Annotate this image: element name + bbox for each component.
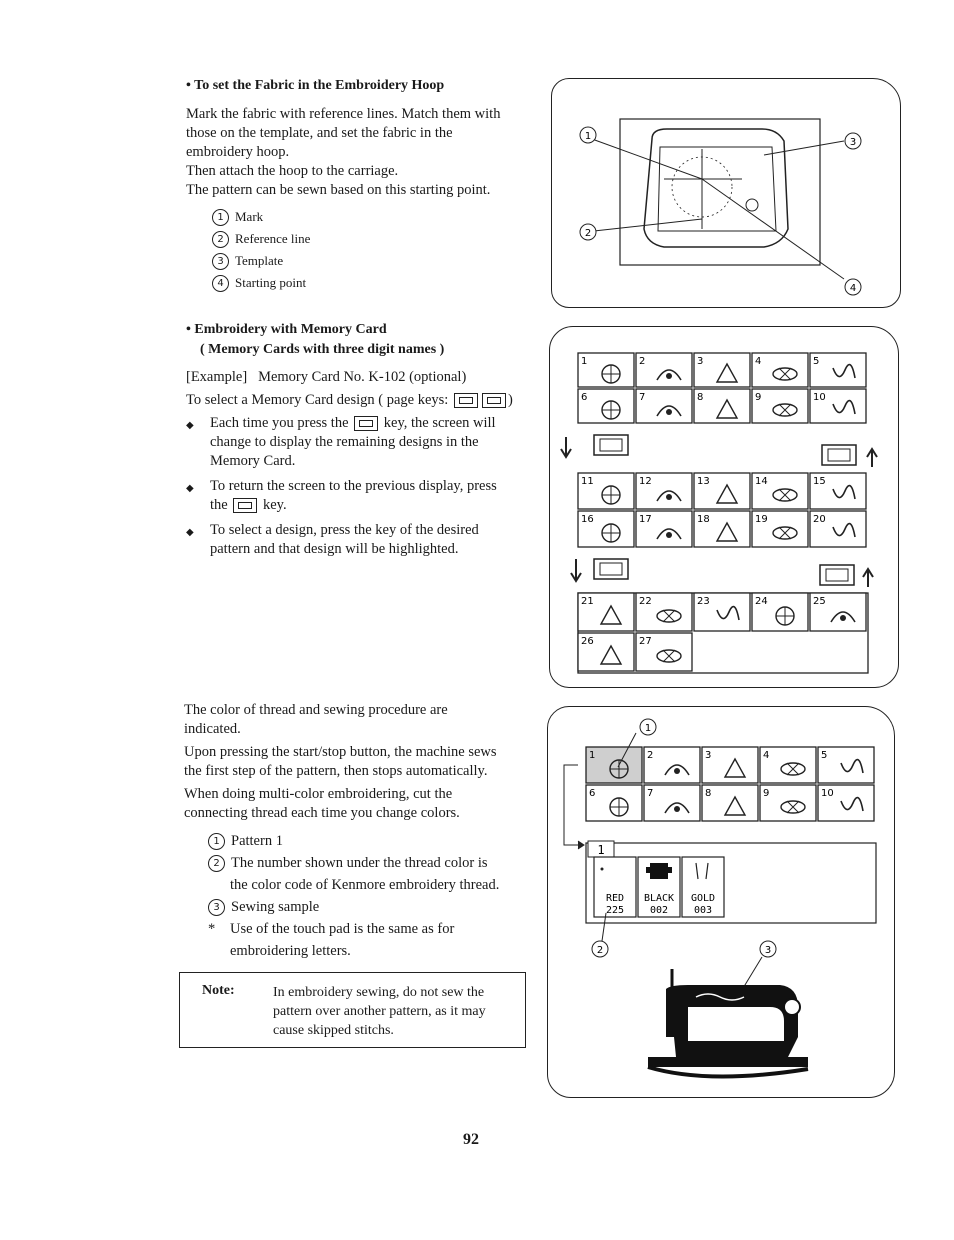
pattern-key xyxy=(636,353,692,387)
thread-color-name: RED xyxy=(605,893,625,904)
callout-number: 4 xyxy=(849,283,857,294)
pattern-key-number: 1 xyxy=(589,750,596,761)
legend-item xyxy=(212,206,310,228)
pattern-key-number: 24 xyxy=(755,596,768,607)
embroidery-design-icon xyxy=(602,486,620,504)
text-line: The pattern can be sewn based on this starting point. xyxy=(186,182,491,198)
thread-color-list xyxy=(594,857,724,917)
page-number: 92 xyxy=(463,1131,479,1148)
callout-number: 3 xyxy=(212,253,229,270)
embroidery-design-icon xyxy=(602,365,620,383)
section-subheading: ( Memory Cards with three digit names ) xyxy=(200,342,445,357)
callout-1 xyxy=(640,719,656,735)
pattern-key-number: 20 xyxy=(813,514,826,525)
pattern-key-number: 2 xyxy=(647,750,654,761)
note-box xyxy=(179,972,526,1048)
text-line: Upon pressing the start/stop button, the machine sews xyxy=(184,744,497,760)
text-line: indicated. xyxy=(184,721,241,737)
callout-1 xyxy=(580,127,596,143)
text-line: embroidering letters. xyxy=(230,943,351,959)
page-back-key-icon xyxy=(822,445,877,467)
pattern-key xyxy=(752,389,808,423)
text-line: The color of thread and sewing procedure are xyxy=(184,702,448,718)
note-text xyxy=(273,983,523,1040)
pattern-key-number: 7 xyxy=(639,392,646,403)
thread-color-name: BLACK xyxy=(643,893,675,904)
screen-page-1 xyxy=(578,353,866,423)
pattern-key xyxy=(586,785,642,821)
text-line: Use of the touch pad is the same as for xyxy=(230,921,455,937)
text-line: cause skipped stitchs. xyxy=(273,1023,394,1038)
pattern-key xyxy=(810,473,866,509)
thread-color-code: 225 xyxy=(605,905,625,916)
embroidery-design-icon xyxy=(602,524,620,542)
text-line: connecting thread each time you change colors. xyxy=(184,805,460,821)
legend-label: The number shown under the thread color is xyxy=(231,855,488,871)
page-forward-key-icon xyxy=(454,393,478,408)
pattern-key xyxy=(810,389,866,423)
pattern-key xyxy=(636,389,692,423)
starting-point-mark xyxy=(746,199,758,211)
text-line: To return the screen to the previous display, press xyxy=(210,478,497,494)
callout-number: 1 xyxy=(208,833,225,850)
connector-line xyxy=(564,765,582,845)
callout-4 xyxy=(845,279,861,295)
pattern-key-number: 7 xyxy=(647,788,654,799)
pattern-key-number: 21 xyxy=(581,596,594,607)
pattern-key xyxy=(578,511,634,547)
text-line: Then attach the hoop to the carriage. xyxy=(186,163,399,179)
leader-line xyxy=(594,219,702,231)
pattern-key-number: 9 xyxy=(763,788,770,799)
sewing-machine-sample-icon xyxy=(648,969,808,1077)
pattern-key xyxy=(702,747,758,783)
diamond-bullet-icon: ◆ xyxy=(186,420,194,431)
pattern-key xyxy=(810,511,866,547)
legend-label: Mark xyxy=(235,209,264,224)
pattern-key xyxy=(752,473,808,509)
legend-item xyxy=(208,830,538,852)
callout-number: 2 xyxy=(584,228,592,239)
embroidery-design-icon xyxy=(602,401,620,419)
legend-item xyxy=(208,896,538,918)
callout-number: 3 xyxy=(849,137,857,148)
section-heading-memory-card: • Embroidery with Memory Card xyxy=(186,322,387,337)
hoop-diagram xyxy=(552,79,900,307)
legend-label: Starting point xyxy=(235,275,307,290)
pattern-key-number: 17 xyxy=(639,514,652,525)
pattern-key xyxy=(578,593,634,631)
pattern-key-number: 14 xyxy=(755,476,768,487)
legend-item xyxy=(212,272,310,294)
legend-item xyxy=(212,228,310,250)
thread-color-code: 002 xyxy=(649,905,669,916)
legend-item xyxy=(208,852,538,874)
pattern-key-number: 15 xyxy=(813,476,826,487)
text-line: pattern over another pattern, as it may xyxy=(273,1004,486,1019)
callout-2 xyxy=(592,941,608,957)
section-heading-hoop: • To set the Fabric in the Embroidery Hoop xyxy=(186,78,445,93)
pattern-key-number: 6 xyxy=(589,788,596,799)
pattern-key-number: 19 xyxy=(755,514,768,525)
pattern-key xyxy=(636,473,692,509)
pattern-key-number: 25 xyxy=(813,596,826,607)
callout-number: 2 xyxy=(596,945,604,956)
pattern-key-number: 18 xyxy=(697,514,710,525)
bullet-item xyxy=(186,477,526,515)
pattern-key xyxy=(578,473,634,509)
pattern-key xyxy=(818,747,874,783)
thread-spool-icon xyxy=(601,868,604,871)
callout-number: 2 xyxy=(212,231,229,248)
leader-line xyxy=(592,139,702,179)
pattern-key-number: 9 xyxy=(755,392,762,403)
callout-number: 3 xyxy=(764,945,772,956)
pattern-key-number: 5 xyxy=(813,356,820,367)
screen-page-3 xyxy=(578,593,868,673)
legend-label: Sewing sample xyxy=(231,899,320,915)
thread-color-swatch xyxy=(682,857,724,917)
pattern-key-number: 11 xyxy=(581,476,594,487)
text-line: those on the template, and set the fabric in the xyxy=(186,125,453,141)
example-label: [Example] xyxy=(186,369,248,385)
thread-color-swatch xyxy=(594,857,636,917)
legend-item xyxy=(212,250,310,272)
pattern-key-number: 22 xyxy=(639,596,652,607)
text-line: Each time you press the xyxy=(210,415,349,431)
star-note xyxy=(208,918,538,962)
thread-color-name: GOLD xyxy=(690,893,716,904)
pattern-key xyxy=(694,593,750,631)
text-line: When doing multi-color embroidering, cut the xyxy=(184,786,453,802)
callout-number: 4 xyxy=(212,275,229,292)
text-line: To select a design, press the key of the desired xyxy=(210,522,479,538)
diamond-bullet-icon: ◆ xyxy=(186,527,194,538)
callout-number: 1 xyxy=(644,723,652,734)
pattern-key xyxy=(752,353,808,387)
pattern-key-number: 2 xyxy=(639,356,646,367)
text-line: Memory Card. xyxy=(210,453,296,469)
text-line: change to display the remaining designs in the xyxy=(210,434,479,450)
page-forward-key-icon xyxy=(354,416,378,431)
memory-card-bullets xyxy=(186,414,526,559)
pattern-key xyxy=(694,473,750,509)
leader-line xyxy=(702,179,844,279)
pattern-key xyxy=(644,785,700,821)
pattern-key-number: 4 xyxy=(763,750,770,761)
thread-color-code: 003 xyxy=(693,905,713,916)
callout-2 xyxy=(580,224,596,240)
callout-number: 1 xyxy=(584,131,592,142)
pattern-key xyxy=(578,633,634,671)
pattern-key-number: 1 xyxy=(581,356,588,367)
bullet-item xyxy=(186,414,526,471)
page-back-key-icon xyxy=(820,565,873,587)
text-line: Mark the fabric with reference lines. Match them with xyxy=(186,106,501,122)
pattern-key-number: 8 xyxy=(697,392,704,403)
pattern-key-number: 26 xyxy=(581,636,594,647)
memory-card-screens xyxy=(550,327,898,687)
pattern-key xyxy=(818,785,874,821)
pattern-key xyxy=(810,353,866,387)
leader-line xyxy=(764,141,844,155)
pattern-key-number: 6 xyxy=(581,392,588,403)
pattern-key xyxy=(578,353,634,387)
text-line: key. xyxy=(262,497,287,513)
pattern-key-number: 13 xyxy=(697,476,710,487)
pattern-key-number: 4 xyxy=(755,356,762,367)
diamond-bullet-icon: ◆ xyxy=(186,483,194,494)
legend-label: Template xyxy=(235,253,284,268)
thread-color-diagram xyxy=(548,707,894,1097)
legend-label: Pattern 1 xyxy=(231,833,283,849)
hoop-legend xyxy=(212,206,310,294)
embroidery-design-icon xyxy=(610,798,628,816)
thread-color-swatch xyxy=(638,857,680,917)
pattern-key-number: 3 xyxy=(697,356,704,367)
example-line xyxy=(186,368,466,387)
page-back-key-icon xyxy=(482,393,506,408)
screen-page-2 xyxy=(578,473,866,547)
pattern-key xyxy=(752,511,808,547)
pattern-key xyxy=(578,389,634,423)
select-text: To select a Memory Card design ( page keys: xyxy=(186,392,449,408)
callout-3 xyxy=(760,941,776,957)
pattern-key-number: 8 xyxy=(705,788,712,799)
callout-3 xyxy=(845,133,861,149)
star-bullet: * xyxy=(208,921,216,937)
text-line: pattern and that design will be highlighted. xyxy=(210,541,459,557)
hoop-instructions xyxy=(186,105,536,200)
pattern-key xyxy=(694,389,750,423)
legend-label: Reference line xyxy=(235,231,311,246)
step-number: 1 xyxy=(597,843,605,857)
pattern-key xyxy=(760,785,816,821)
pattern-key xyxy=(636,593,692,631)
sewing-legend xyxy=(208,830,538,962)
pattern-key xyxy=(702,785,758,821)
embroidery-design-icon xyxy=(776,607,794,625)
page-forward-key-icon xyxy=(571,559,628,581)
pattern-key-number: 16 xyxy=(581,514,594,525)
text-line: the xyxy=(210,497,228,513)
memory-card-diagram-panel xyxy=(549,326,899,688)
text-line: key, the screen will xyxy=(383,415,496,431)
pattern-key xyxy=(694,353,750,387)
bullet-item xyxy=(186,521,526,559)
pattern-key-number: 5 xyxy=(821,750,828,761)
pattern-key xyxy=(760,747,816,783)
page-back-key-icon xyxy=(233,498,257,513)
hoop-diagram-panel xyxy=(551,78,901,308)
text-line: embroidery hoop. xyxy=(186,144,290,160)
callout-number: 3 xyxy=(208,899,225,916)
pattern-key xyxy=(810,593,866,631)
example-text: Memory Card No. K-102 (optional) xyxy=(258,369,467,385)
page-forward-key-icon xyxy=(561,435,628,457)
pattern-key-number: 10 xyxy=(821,788,834,799)
select-close: ) xyxy=(507,392,513,408)
legend-label: the color code of Kenmore embroidery thread. xyxy=(230,877,500,893)
embroidery-design-icon xyxy=(610,760,628,778)
note-label: Note: xyxy=(202,983,235,998)
pattern-key xyxy=(644,747,700,783)
pattern-key xyxy=(694,511,750,547)
pattern-key xyxy=(636,511,692,547)
thread-color-diagram-panel xyxy=(547,706,895,1098)
pattern-key-number: 3 xyxy=(705,750,712,761)
pattern-key xyxy=(636,633,692,671)
pattern-key xyxy=(586,747,642,783)
pattern-key-number: 12 xyxy=(639,476,652,487)
pattern-key-number: 10 xyxy=(813,392,826,403)
text-line: In embroidery sewing, do not sew the xyxy=(273,985,485,1000)
page-keys-line xyxy=(186,391,513,410)
sewing-instructions xyxy=(184,701,534,823)
pattern-key-number: 23 xyxy=(697,596,710,607)
callout-number: 1 xyxy=(212,209,229,226)
text-line: the first step of the pattern, then stops automatically. xyxy=(184,763,488,779)
arrow-right-icon xyxy=(578,841,584,849)
pattern-key-number: 27 xyxy=(639,636,652,647)
pattern-key xyxy=(752,593,808,631)
pattern-key-row xyxy=(586,747,874,821)
callout-number: 2 xyxy=(208,855,225,872)
